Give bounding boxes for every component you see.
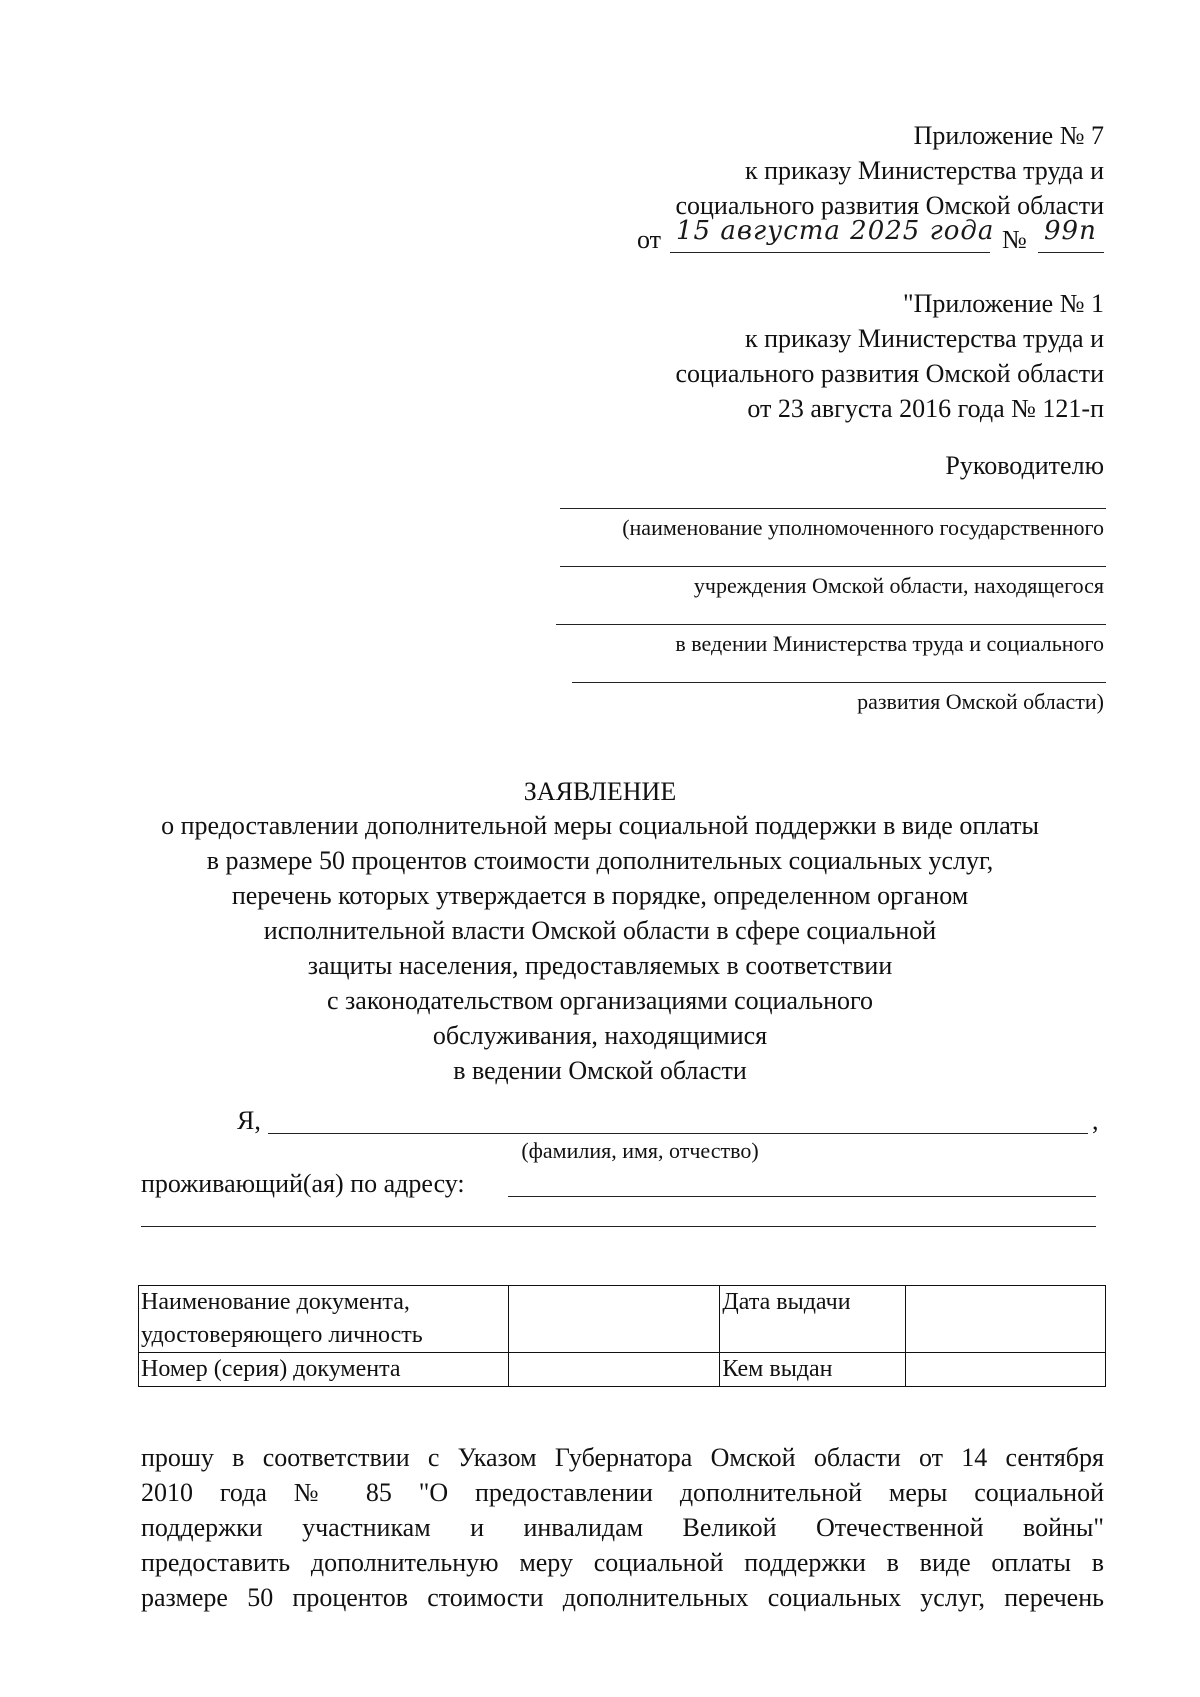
statement-subtitle-line: о предоставлении дополнительной меры социальной поддержки в виде оплаты (161, 811, 1039, 840)
address-field-line-1[interactable] (508, 1196, 1096, 1197)
statement-subtitle-line: защиты населения, предоставляемых в соответствии (307, 951, 893, 980)
statement-subtitle-line: перечень которых утверждается в порядке, определенном органом (231, 881, 969, 910)
header-annex-title: Приложение № 7 (913, 121, 1104, 150)
applicant-i-label: Я, (237, 1106, 261, 1135)
id-document-table (138, 1285, 1106, 1387)
addressee-hint-2: учреждения Омской области, находящегося (693, 573, 1104, 598)
body-line: размере 50 процентов стоимости дополнительных социальных услуг, перечень (141, 1583, 1104, 1612)
statement-title: ЗАЯВЛЕНИЕ (523, 777, 677, 806)
body-line: предоставить дополнительную меру социальной поддержки в виде оплаты в (141, 1548, 1104, 1577)
doc-name-cell[interactable] (508, 1286, 720, 1353)
addressee-hint-4: развития Омской области) (857, 689, 1104, 714)
handwritten-number: 99п (1044, 216, 1097, 246)
statement-subtitle-line: в размере 50 процентов стоимости дополнительных социальных услуг, (206, 846, 994, 875)
header-annex-to-order: к приказу Министерства труда и (744, 156, 1104, 185)
applicant-comma: , (1092, 1106, 1099, 1135)
date-prefix: от (637, 225, 662, 254)
number-prefix: № (1002, 225, 1027, 254)
addressee-hint-3: в ведении Министерства труда и социального (675, 631, 1104, 656)
body-line: прошу в соответствии с Указом Губернатора Омской области от 14 сентября (141, 1443, 1104, 1472)
number-underline (1038, 252, 1104, 253)
handwritten-date: 15 августа 2025 года (676, 216, 995, 246)
doc-name-label: Наименование документа, удостоверяющего личность (139, 1286, 509, 1353)
addressee-line-3[interactable] (556, 624, 1106, 625)
body-line: 2010 года № 85 "О предоставлении дополнительной меры социальной (141, 1478, 1104, 1507)
orig-annex-title: "Приложение № 1 (903, 289, 1104, 318)
doc-number-label: Номер (серия) документа (139, 1353, 509, 1387)
issue-date-cell[interactable] (906, 1286, 1106, 1353)
body-line: поддержки участникам и инвалидам Великой Отечественной войны" (141, 1513, 1104, 1542)
address-label: проживающий(ая) по адресу: (141, 1169, 465, 1198)
issued-by-label: Кем выдан (720, 1353, 906, 1387)
addressee-line-2[interactable] (560, 566, 1106, 567)
addressee-line-1[interactable] (560, 508, 1106, 509)
issue-date-label: Дата выдачи (720, 1286, 906, 1353)
orig-annex-date: от 23 августа 2016 года № 121-п (747, 394, 1104, 423)
applicant-name-field[interactable] (268, 1133, 1088, 1134)
doc-number-cell[interactable] (508, 1353, 720, 1387)
addressee-to: Руководителю (945, 451, 1104, 480)
addressee-hint-1: (наименование уполномоченного государственного (622, 515, 1104, 540)
statement-subtitle-line: обслуживания, находящимися (432, 1021, 768, 1050)
statement-subtitle-line: исполнительной власти Омской области в сфере социальной (263, 916, 937, 945)
table-row (139, 1286, 1106, 1353)
statement-subtitle-line: с законодательством организациями социального (326, 986, 873, 1015)
date-underline (670, 252, 990, 253)
statement-subtitle-line: в ведении Омской области (453, 1056, 747, 1085)
orig-annex-to-order: к приказу Министерства труда и (744, 324, 1104, 353)
issued-by-cell[interactable] (906, 1353, 1106, 1387)
addressee-line-4[interactable] (572, 682, 1106, 683)
address-field-line-2[interactable] (141, 1226, 1096, 1227)
orig-annex-ministry: социального развития Омской области (675, 359, 1104, 388)
applicant-name-hint: (фамилия, имя, отчество) (521, 1138, 759, 1163)
header-annex-ministry: социального развития Омской области (675, 191, 1104, 220)
table-row (139, 1353, 1106, 1387)
